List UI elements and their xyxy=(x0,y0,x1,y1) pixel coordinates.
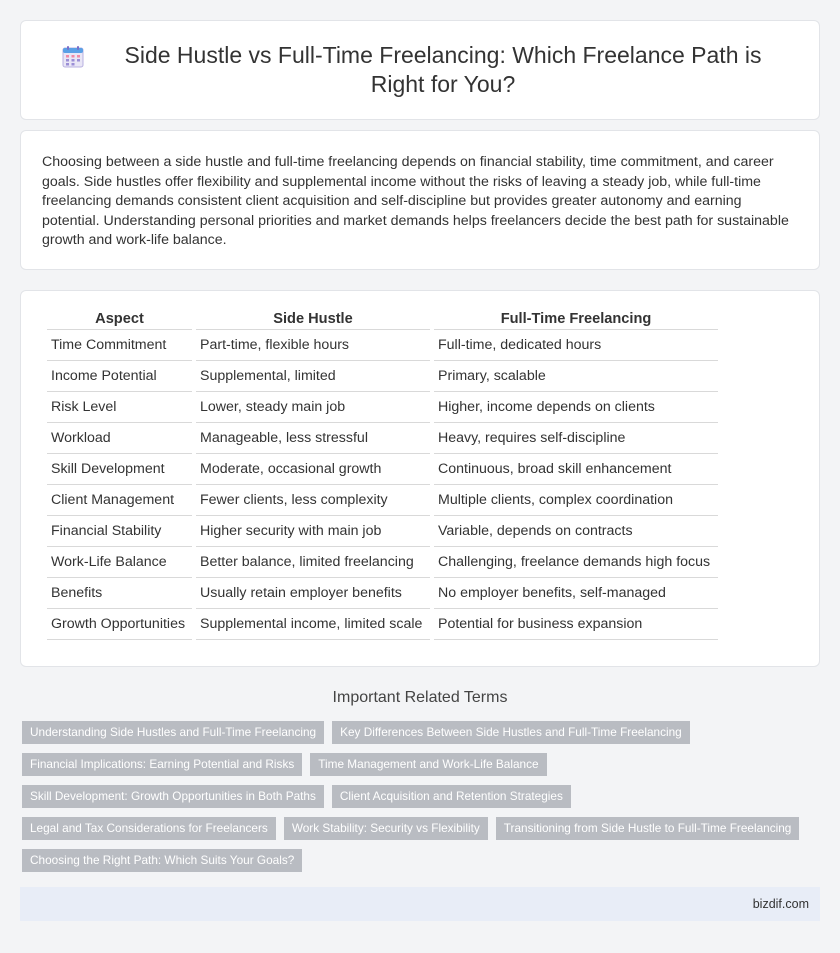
page-header xyxy=(20,20,820,120)
table-row xyxy=(47,547,718,578)
comparison-table xyxy=(43,309,722,640)
page-title: Side Hustle vs Full-Time Freelancing: Which Freelance Path is Right for You? xyxy=(124,42,762,97)
table-row xyxy=(47,516,718,547)
related-terms-list xyxy=(22,721,820,872)
table-cell: Better balance, limited freelancing xyxy=(196,547,430,578)
table-cell: Multiple clients, complex coordination xyxy=(434,485,718,516)
table-row xyxy=(47,609,718,640)
column-header-full-time: Full-Time Freelancing xyxy=(434,309,718,330)
column-header-side-hustle: Side Hustle xyxy=(196,309,430,330)
table-cell: Fewer clients, less complexity xyxy=(196,485,430,516)
table-cell: No employer benefits, self-managed xyxy=(434,578,718,609)
table-cell: Primary, scalable xyxy=(434,361,718,392)
table-cell: Variable, depends on contracts xyxy=(434,516,718,547)
comparison-section xyxy=(20,290,820,667)
table-cell: Continuous, broad skill enhancement xyxy=(434,454,718,485)
related-term-tag[interactable]: Key Differences Between Side Hustles and Full-Time Freelancing xyxy=(332,721,690,744)
table-cell: Higher, income depends on clients xyxy=(434,392,718,423)
table-cell: Challenging, freelance demands high focus xyxy=(434,547,718,578)
table-cell: Risk Level xyxy=(47,392,192,423)
table-row xyxy=(47,361,718,392)
table-cell: Part-time, flexible hours xyxy=(196,330,430,361)
table-row xyxy=(47,423,718,454)
table-cell: Lower, steady main job xyxy=(196,392,430,423)
footer-site-link[interactable]: bizdif.com xyxy=(752,897,809,911)
related-term-tag[interactable]: Choosing the Right Path: Which Suits Your Goals? xyxy=(22,849,302,872)
table-cell: Benefits xyxy=(47,578,192,609)
table-cell: Higher security with main job xyxy=(196,516,430,547)
intro-paragraph: Choosing between a side hustle and full-time freelancing depends on financial stability, time commitment, and career goals. Side hustles offer flexibility and supplemental income without the risks of leaving a steady job, while full-time freelancing demands consistent client acquisition and self-discipline but provides greater autonomy and earning potential. Understanding personal priorities and market demands helps freelancers decide the best path for sustainable growth and work-life balance. xyxy=(42,154,789,249)
related-term-tag[interactable]: Time Management and Work-Life Balance xyxy=(310,753,546,776)
related-term-tag[interactable]: Work Stability: Security vs Flexibility xyxy=(284,817,488,840)
table-cell: Heavy, requires self-discipline xyxy=(434,423,718,454)
related-term-tag[interactable]: Skill Development: Growth Opportunities in Both Paths xyxy=(22,785,324,808)
table-cell: Supplemental, limited xyxy=(196,361,430,392)
table-cell: Usually retain employer benefits xyxy=(196,578,430,609)
related-term-tag[interactable]: Financial Implications: Earning Potential and Risks xyxy=(22,753,302,776)
table-cell: Full-time, dedicated hours xyxy=(434,330,718,361)
table-row xyxy=(47,454,718,485)
table-cell: Financial Stability xyxy=(47,516,192,547)
page-footer xyxy=(20,887,820,921)
intro-section xyxy=(20,130,820,270)
related-term-tag[interactable]: Understanding Side Hustles and Full-Time Freelancing xyxy=(22,721,324,744)
table-row xyxy=(47,330,718,361)
table-cell: Manageable, less stressful xyxy=(196,423,430,454)
table-cell: Workload xyxy=(47,423,192,454)
table-row xyxy=(47,485,718,516)
table-cell: Growth Opportunities xyxy=(47,609,192,640)
table-row xyxy=(47,578,718,609)
related-term-tag[interactable]: Client Acquisition and Retention Strategies xyxy=(332,785,571,808)
table-cell: Potential for business expansion xyxy=(434,609,718,640)
table-header-row xyxy=(47,309,718,330)
calendar-grid-icon xyxy=(61,45,85,69)
table-cell: Moderate, occasional growth xyxy=(196,454,430,485)
table-cell: Time Commitment xyxy=(47,330,192,361)
table-cell: Income Potential xyxy=(47,361,192,392)
table-cell: Work-Life Balance xyxy=(47,547,192,578)
related-term-tag[interactable]: Transitioning from Side Hustle to Full-Time Freelancing xyxy=(496,817,800,840)
related-terms-heading: Important Related Terms xyxy=(332,689,508,706)
table-cell: Client Management xyxy=(47,485,192,516)
table-row xyxy=(47,392,718,423)
table-cell: Supplemental income, limited scale xyxy=(196,609,430,640)
table-cell: Skill Development xyxy=(47,454,192,485)
related-term-tag[interactable]: Legal and Tax Considerations for Freelancers xyxy=(22,817,276,840)
column-header-aspect: Aspect xyxy=(47,309,192,330)
